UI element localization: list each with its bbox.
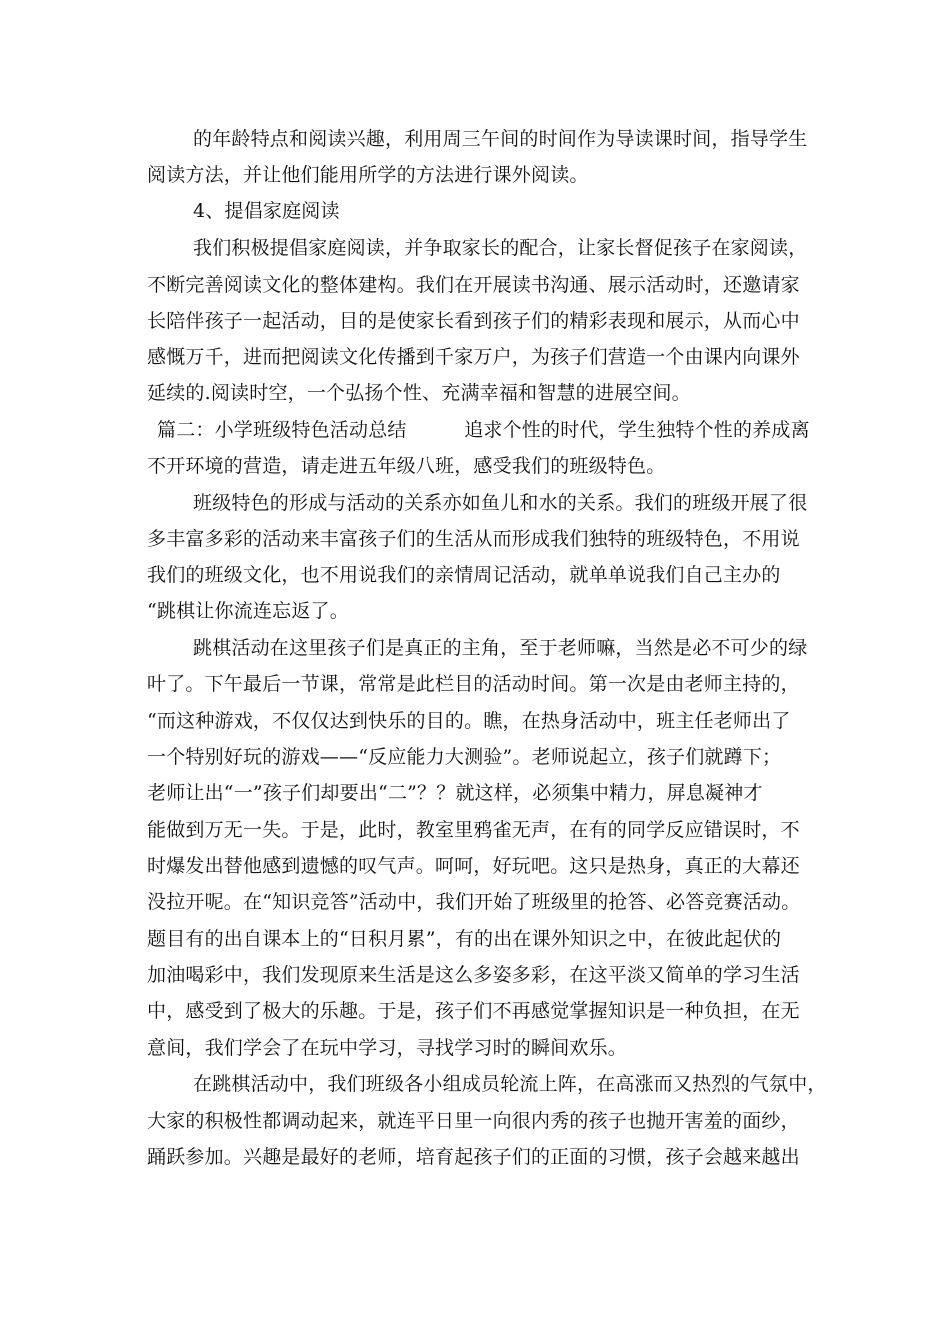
text-line: 跳棋活动在这里孩子们是真正的主角，至于老师嘛，当然是必不可少的绿: [193, 637, 808, 659]
text-line: 班级特色的形成与活动的关系亦如鱼儿和水的关系。我们的班级开展了很: [193, 492, 808, 514]
text-line: 不断完善阅读文化的整体建构。我们在开展读书沟通、展示活动时，还邀请家: [147, 274, 800, 296]
text-line: 叶了。下午最后一节课，常常是此栏目的活动时间。第一次是由老师主持的，: [147, 673, 800, 695]
text-line: 没拉开呢。在“知识竞答”活动中，我们开始了班级里的抢答、必答竞赛活动。: [147, 891, 801, 913]
text-line: 一个特别好玩的游戏——“反应能力大测验”。老师说起立，孩子们就蹲下；: [147, 746, 782, 768]
text-line: 加油喝彩中，我们发现原来生活是这么多姿多彩，在这平淡又简单的学习生活: [147, 964, 800, 986]
article-heading: 篇二：小学班级特色活动总结 追求个性的时代，学生独特个性的养成离: [157, 419, 810, 441]
text-line: 延续的.阅读时空，一个弘扬个性、充满幸福和智慧的进展空间。: [147, 382, 691, 404]
text-line: “跳棋让你流连忘返了。: [147, 600, 349, 622]
text-line: 题目有的出自课本上的“日积月累”，有的出在课外知识之中，在彼此起伏的: [147, 928, 782, 950]
text-line: “而这种游戏，不仅仅达到快乐的目的。瞧，在热身活动中，班主任老师出了: [147, 710, 791, 732]
text-line: 感慨万千，进而把阅读文化传播到千家万户，为孩子们营造一个由课内向课外: [147, 346, 800, 368]
text-line: 时爆发出替他感到遗憾的叹气声。呵呵，好玩吧。这只是热身，真正的大幕还: [147, 855, 800, 877]
text-line: 在跳棋活动中，我们班级各小组成员轮流上阵，在高涨而又热烈的气氛中，: [193, 1073, 827, 1095]
text-line: 阅读方法，并让他们能用所学的方法进行课外阅读。: [147, 164, 589, 186]
text-line: 能做到万无一失。于是，此时，教室里鸦雀无声，在有的同学反应错误时，不: [147, 819, 800, 841]
text-line: 老师让出“一”孩子们却要出“二”？？就这样，必须集中精力，屏息凝神才: [147, 782, 763, 804]
text-line: 不开环境的营造，请走进五年级八班，感受我们的班级特色。: [147, 455, 666, 477]
text-line: 踊跃参加。兴趣是最好的老师，培育起孩子们的正面的习惯，孩子会越来越出: [147, 1146, 800, 1168]
text-line: 中，感受到了极大的乐趣。于是，孩子们不再感觉掌握知识是一种负担，在无: [147, 1000, 800, 1022]
text-line: 的年龄特点和阅读兴趣，利用周三午间的时间作为导读课时间，指导学生: [193, 128, 808, 150]
text-line: 我们积极提倡家庭阅读，并争取家长的配合，让家长督促孩子在家阅读，: [193, 237, 808, 259]
text-line: 长陪伴孩子一起活动，目的是使家长看到孩子们的精彩表现和展示，从而心中: [147, 310, 800, 332]
text-line: 大家的积极性都调动起来，就连平日里一向很内秀的孩子也抛开害羞的面纱，: [147, 1110, 800, 1132]
text-line: 意间，我们学会了在玩中学习，寻找学习时的瞬间欢乐。: [147, 1037, 628, 1059]
text-line: 多丰富多彩的活动来丰富孩子们的生活从而形成我们独特的班级特色，不用说: [147, 528, 800, 550]
section-heading: 4、提倡家庭阅读: [193, 200, 340, 222]
text-line: 我们的班级文化，也不用说我们的亲情周记活动，就单单说我们自己主办的: [147, 564, 781, 586]
